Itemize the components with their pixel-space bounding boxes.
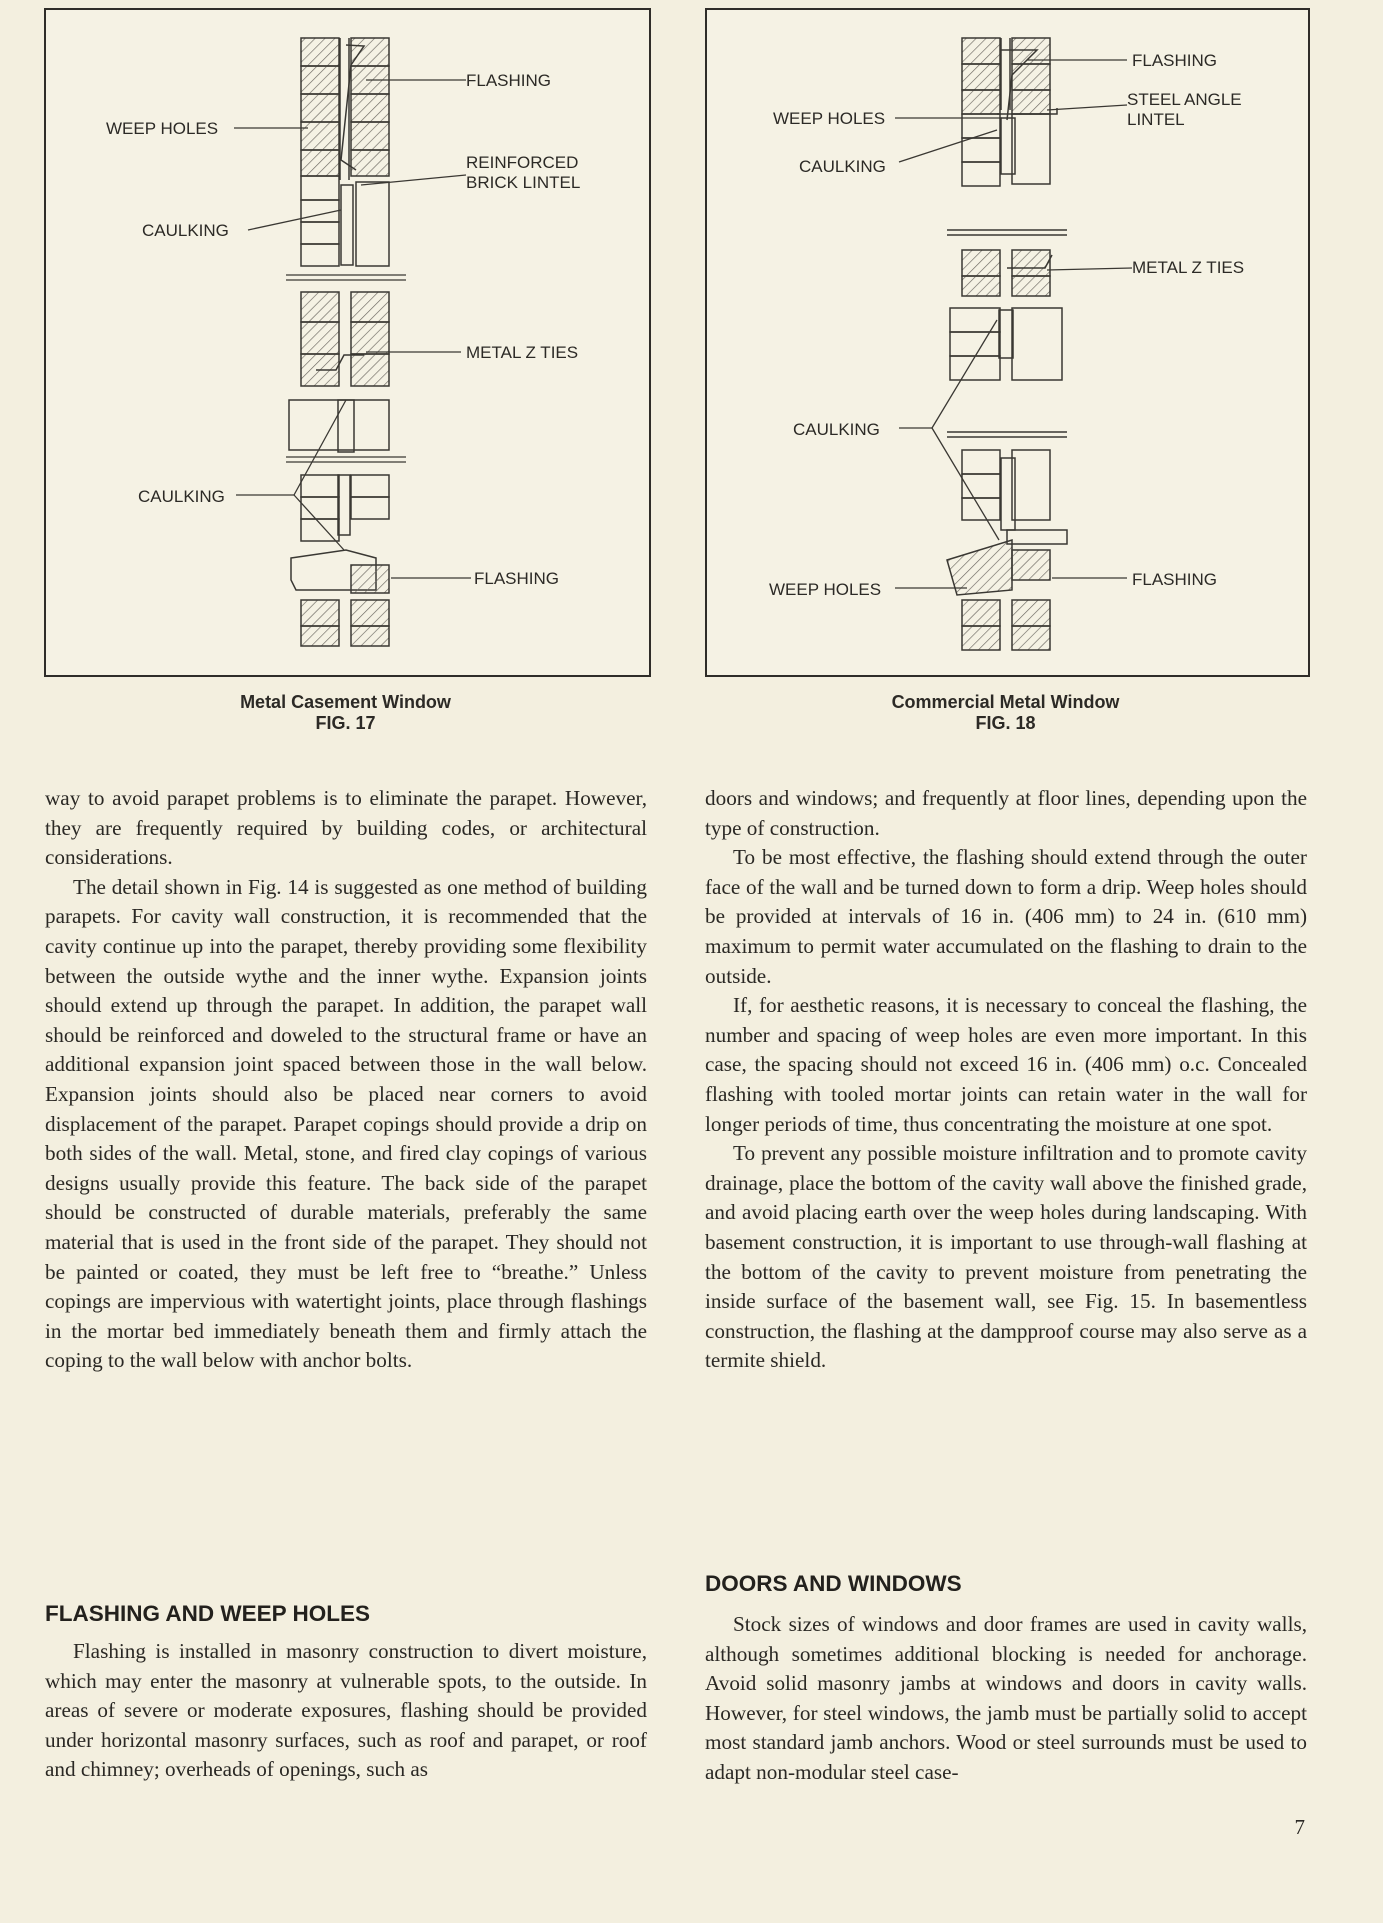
right-paragraph-3: If, for aesthetic reasons, it is necessary to conceal the flashing, the number and spacing of weep holes are even more important. In this case, the spacing should not exceed 16 in. (406 mm) o.c. Concealed flashing with tooled mortar joints can retain water in the wall for longer periods of time, thus concentrating the moisture at one spot.: [705, 993, 1307, 1136]
right-column-text: [705, 784, 1307, 1376]
fig17-reinforced-label: REINFORCED: [466, 153, 579, 172]
fig17-caulking-top-label: CAULKING: [142, 221, 229, 240]
fig17-caption-number: FIG. 17: [315, 713, 376, 733]
fig17-flashing-bottom-label: FLASHING: [474, 569, 560, 588]
figure-18-drawing: [705, 8, 1310, 677]
doors-section-heading: DOORS AND WINDOWS: [705, 1571, 962, 1596]
fig17-svg: [46, 10, 649, 675]
fig18-lintel-label: LINTEL: [1127, 110, 1185, 129]
left-paragraph-2: The detail shown in Fig. 14 is suggested as one method of building parapets. For cavity wall construction, it is recommended that the cavity continue up into the parapet, thereby providing some flexibility between the outside wythe and the inner wythe. Expansion joints should extend up through the parapet. In addition, the parapet wall should be reinforced and doweled to the structural frame or have an additional expansion joint spaced between those in the wall below. Expansion joints should also be placed near corners to avoid displacement of the parapet. Parapet copings should provide a drip on both sides of the wall. Metal, stone, and fired clay copings of various designs usually provide this feature. The back side of the parapet should be constructed of durable materials, preferably the same material that is used in the front side of the parapet. They should not be painted or coated, they must be left free to “breathe.” Unless copings are impervious with watertight joints, place through flashings in the mortar bed immediately beneath them and firmly attach the coping to the wall below with anchor bolts.: [45, 874, 647, 1373]
right-paragraph-2: To be most effective, the flashing should extend through the outer face of the wall and be turned down to form a drip. Weep holes should be provided at intervals of 16 in. (406 mm) to 24 in. (610 mm) maximum to permit water accumulated on the flashing to drain to the outside.: [705, 845, 1307, 988]
fig17-flashing-top-label: FLASHING: [466, 71, 552, 90]
fig17-metal-z-ties-label: METAL Z TIES: [466, 343, 579, 362]
right-paragraph-1: doors and windows; and frequently at floor lines, depending upon the type of construction.: [705, 786, 1307, 840]
doors-section-text: [705, 1610, 1307, 1788]
fig18-caulking-top-label: CAULKING: [799, 157, 886, 176]
page-number: 7: [1294, 1815, 1305, 1839]
fig17-caption-title: Metal Casement Window: [240, 692, 451, 712]
flashing-paragraph-1: Flashing is installed in masonry construction to divert moisture, which may enter the masonry at vulnerable spots, to the outside. In areas of severe or moderate exposures, flashing should be provided under horizontal masonry surfaces, such as roof and parapet, or roof and chimney; overheads of openings, such as: [45, 1639, 647, 1782]
figure-17-drawing: [44, 8, 651, 677]
fig17-wall-mid: [301, 292, 389, 386]
fig18-svg: [707, 10, 1308, 675]
doors-paragraph-1: Stock sizes of windows and door frames are used in cavity walls, although sometimes additional blocking is needed for anchorage. Avoid solid masonry jambs at windows and doors in cavity walls. However, for steel windows, the jamb must be partially solid to accept most standard jamb anchors. Wood or steel surrounds must be used to adapt non-modular steel case-: [705, 1612, 1307, 1784]
right-paragraph-4: To prevent any possible moisture infiltration and to promote cavity drainage, place the bottom of the cavity wall above the finished grade, and avoid placing earth over the weep holes during landscaping. With basement construction, it is important to use through-wall flashing at the bottom of the cavity to prevent moisture from penetrating the inside surface of the basement wall, see Fig. 15. In basementless construction, the flashing at the dampproof course may also serve as a termite shield.: [705, 1141, 1307, 1373]
fig18-caption: [705, 692, 1306, 734]
left-paragraph-1: way to avoid parapet problems is to eliminate the parapet. However, they are frequently required by building codes, or architectural considerations.: [45, 786, 647, 870]
fig18-caulking-mid-label: CAULKING: [793, 420, 880, 439]
flashing-section-heading: FLASHING AND WEEP HOLES: [45, 1601, 371, 1626]
fig17-wall-top: [301, 38, 389, 176]
fig18-steel-angle-label: STEEL ANGLE: [1127, 90, 1242, 109]
fig17-caption: [44, 692, 647, 734]
fig18-weep-holes-bottom-label: WEEP HOLES: [769, 580, 882, 599]
flashing-section-text: [45, 1637, 647, 1785]
fig18-metal-z-ties-label: METAL Z TIES: [1132, 258, 1245, 277]
fig18-flashing-bottom-label: FLASHING: [1132, 570, 1218, 589]
fig17-weep-holes-label: WEEP HOLES: [106, 119, 219, 138]
fig18-flashing-top-label: FLASHING: [1132, 51, 1218, 70]
fig18-weep-holes-top-label: WEEP HOLES: [773, 109, 886, 128]
left-column-text: [45, 784, 647, 1376]
fig18-caption-title: Commercial Metal Window: [891, 692, 1120, 712]
fig17-caulking-bottom-label: CAULKING: [138, 487, 225, 506]
fig17-brick-lintel-label: BRICK LINTEL: [466, 173, 581, 192]
fig18-caption-number: FIG. 18: [975, 713, 1036, 733]
